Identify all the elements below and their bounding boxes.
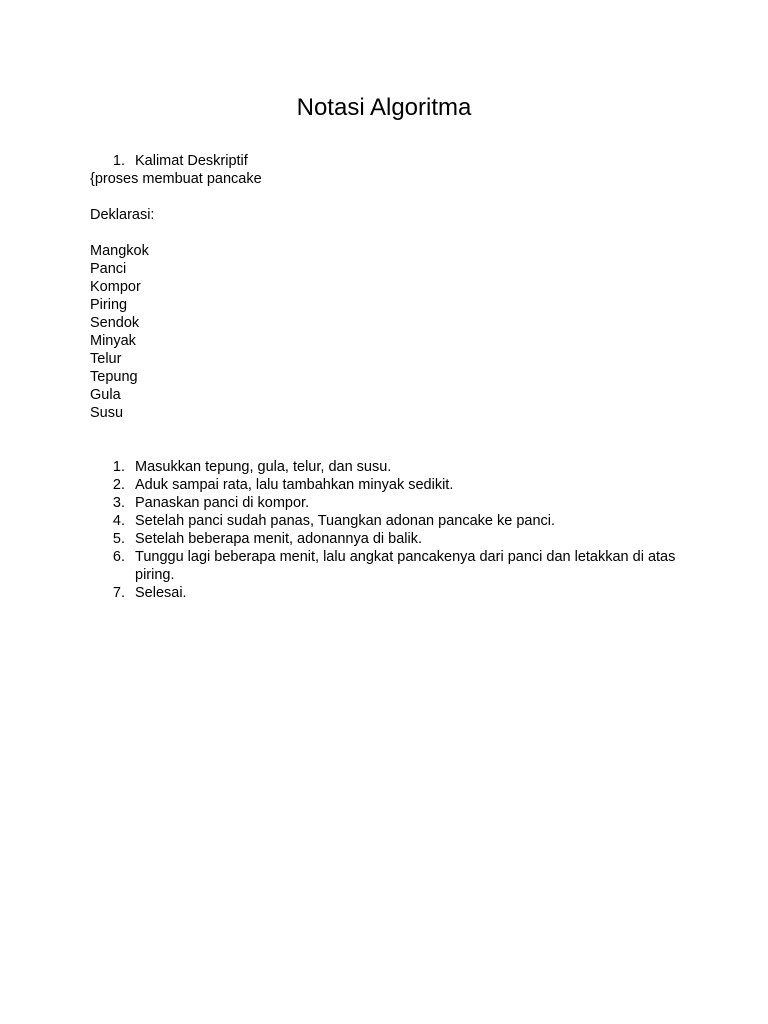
step-text: Panaskan panci di kompor. xyxy=(135,495,310,511)
section-heading-number: 1. xyxy=(112,153,125,169)
step-item xyxy=(90,512,680,530)
declaration-item: Kompor xyxy=(90,279,141,295)
declaration-item: Gula xyxy=(90,387,121,403)
step-item xyxy=(90,548,680,584)
step-text: Aduk sampai rata, lalu tambahkan minyak sedikit. xyxy=(135,477,454,493)
section-heading xyxy=(90,152,680,170)
step-item xyxy=(90,458,680,476)
step-item xyxy=(90,476,680,494)
declaration-item: Mangkok xyxy=(90,243,149,259)
steps-list xyxy=(90,458,680,602)
intro-line: {proses membuat pancake xyxy=(90,171,262,187)
step-number: 2. xyxy=(112,477,125,493)
document-body xyxy=(90,152,680,602)
declaration-item: Telur xyxy=(90,351,122,367)
step-number: 6. xyxy=(112,549,125,565)
declaration-item: Panci xyxy=(90,261,127,277)
step-text: Setelah beberapa menit, adonannya di balik. xyxy=(135,531,422,547)
step-text: Masukkan tepung, gula, telur, dan susu. xyxy=(135,459,392,475)
step-text: Setelah panci sudah panas, Tuangkan adonan pancake ke panci. xyxy=(135,513,556,529)
declaration-item: Susu xyxy=(90,405,124,421)
document-title: Notasi Algoritma xyxy=(296,94,472,121)
step-text: Tunggu lagi beberapa menit, lalu angkat pancakenya dari panci dan letakkan di atas piring. xyxy=(135,549,676,583)
step-item xyxy=(90,530,680,548)
step-item xyxy=(90,584,680,602)
declaration-label: Deklarasi: xyxy=(90,207,155,223)
step-item xyxy=(90,494,680,512)
step-text: Selesai. xyxy=(135,585,187,601)
step-number: 4. xyxy=(112,513,125,529)
section-heading-list xyxy=(90,152,680,170)
step-number: 3. xyxy=(112,495,125,511)
section-heading-label: Kalimat Deskriptif xyxy=(135,153,248,169)
declaration-item: Tepung xyxy=(90,369,138,385)
declaration-item: Piring xyxy=(90,297,128,313)
step-number: 7. xyxy=(112,585,125,601)
declaration-list xyxy=(90,242,680,422)
declaration-item: Minyak xyxy=(90,333,136,349)
step-number: 5. xyxy=(112,531,125,547)
declaration-item: Sendok xyxy=(90,315,140,331)
step-number: 1. xyxy=(112,459,125,475)
